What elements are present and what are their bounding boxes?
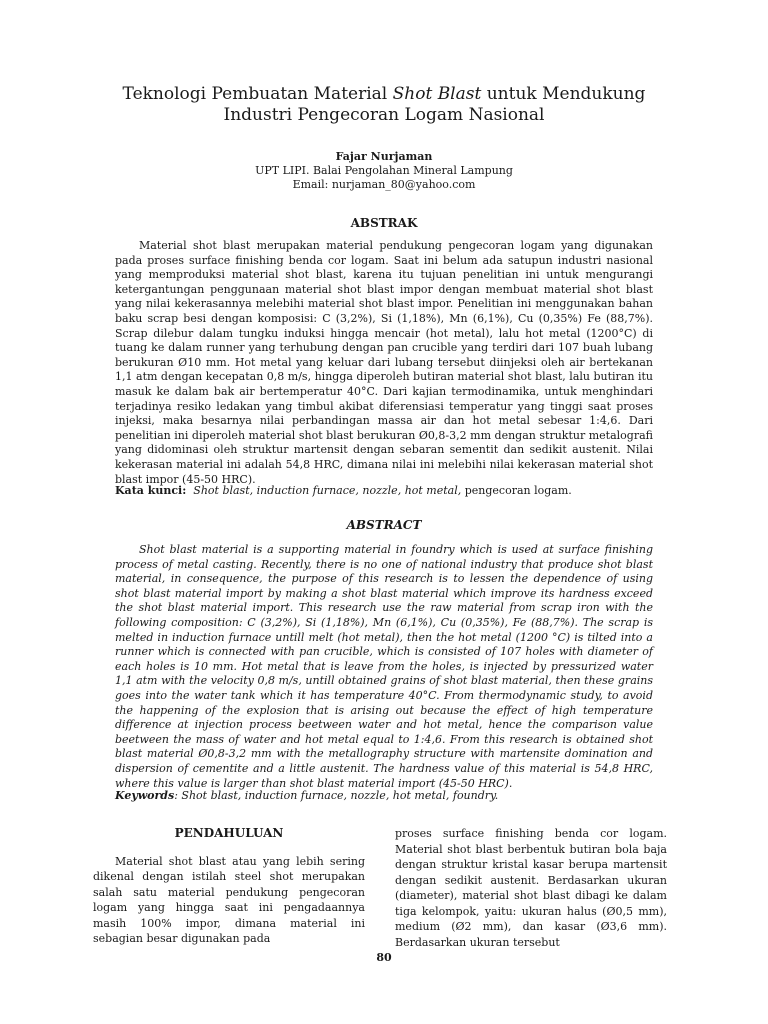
title-text-end: untuk Mendukung: [481, 84, 646, 104]
kata-kunci-plain: pengecoran logam.: [461, 484, 572, 497]
paper-title: [60, 84, 708, 126]
author-affiliation: UPT LIPI. Balai Pengolahan Mineral Lampung: [255, 164, 513, 177]
kata-kunci-italic: Shot blast, induction furnace, nozzle, hot metal,: [193, 484, 462, 497]
title-line-1: [60, 84, 708, 105]
title-italic: Shot Blast: [392, 84, 482, 104]
pendahuluan-left-text: Material shot blast atau yang lebih sering dikenal dengan istilah steel shot merupakan salah satu material pendukung pengecoran logam yang hingga saat ini pengadaannya masih 100% impor, dimana material ini sebagian besar digunakan pada: [93, 854, 365, 945]
abstract-heading: ABSTRACT: [346, 518, 422, 532]
author-email: Email: nurjaman_80@yahoo.com: [292, 178, 476, 191]
abstrak-heading: ABSTRAK: [350, 216, 418, 230]
abstract-text: Shot blast material is a supporting material in foundry which is used at surface finishing process of metal casting. Recently, there is no one of national industry that produce shot blast material, in consequence, the purpose of this research is to lessen the dependence of using shot blast material import by making a shot blast material which improve its hardness exceed the shot blast material import. This research use the raw material from scrap iron with the following composition: C (3,2%), Si (1,18%), Mn (6,1%), Cu (0,35%), Fe (88,7%). The scrap is melted in induction furnace untill melt (hot metal), then the hot metal (1200 °C) is tilted into a runner which is connected with pan crucible, which is consisted of 107 holes with diameter of each holes is 10 mm. Hot metal that is leave from the holes, is injected by pressurized water 1,1 atm with the velocity 0,8 m/s, untill obtained grains of shot blast material, then these grains goes into the water tank which it has temperature 40°C. From thermodynamic study, to avoid the happening of the explosion that is arising out because the effect of high temperature difference at injection process beetween water and hot metal, hence the comparison value beetween the mass of water and hot metal equal to 1:4,6. From this research is obtained shot blast material Ø0,8-3,2 mm with the metallography structure with martensite domination and dispersion of cementite and a little austenit. The hardness value of this material is 54,8 HRC, where this value is larger than shot blast material import (45-50 HRC).: [115, 543, 653, 790]
keywords-label: Keywords: [115, 789, 175, 802]
kata-kunci-label: Kata kunci:: [115, 484, 187, 497]
pendahuluan-right-text: proses surface finishing benda cor logam. Material shot blast berbentuk butiran bola baja dengan struktur kristal kasar berupa martensit dengan sedikit austenit. Berdasarkan ukuran (diameter), material shot blast dibagi ke dalam tiga kelompok, yaitu: ukuran halus (Ø0,5 mm), medium (Ø2 mm), dan kasar (Ø3,6 mm). Berdasarkan ukuran tersebut: [395, 827, 667, 949]
title-text: Teknologi Pembuatan Material: [122, 84, 393, 104]
author-block: [60, 150, 708, 192]
keywords-text: : Shot blast, induction furnace, nozzle, hot metal, foundry.: [174, 789, 499, 802]
pendahuluan-heading: PENDAHULUAN: [174, 826, 284, 840]
author-name: Fajar Nurjaman: [335, 150, 433, 163]
kata-kunci: [115, 484, 655, 498]
abstrak-text: Material shot blast merupakan material pendukung pengecoran logam yang digunakan pada proses surface finishing benda cor logam. Saat ini belum ada satupun industri nasional yang memproduksi material shot blast, karena itu tujuan penelitian ini untuk mengurangi ketergantungan penggunaan material shot blast impor dengan membuat material shot blast yang nilai kekerasannya melebihi material shot blast impor. Penelitian ini menggunakan bahan baku scrap besi dengan komposisi: C (3,2%), Si (1,18%), Mn (6,1%), Cu (0,35%) Fe (88,7%). Scrap dilebur dalam tungku induksi hingga mencair (hot metal), lalu hot metal (1200°C) di tuang ke dalam runner yang terhubung dengan pan crucible yang terdiri dari 107 buah lubang berukuran Ø10 mm. Hot metal yang keluar dari lubang tersebut diinjeksi oleh air bertekanan 1,1 atm dengan kecepatan 0,8 m/s, hingga diperoleh butiran material shot blast, lalu butiran itu masuk ke dalam bak air bertemperatur 40°C. Dari kajian termodinamika, untuk menghindari terjadinya resiko ledakan yang timbul akibat diferensiasi temperatur yang tinggi saat proses injeksi, maka besarnya nilai perbandingan massa air dan hot metal sebesar 1:4,6. Dari penelitian ini diperoleh material shot blast berukuran Ø0,8-3,2 mm dengan struktur metalografi yang didominasi oleh struktur martensit dengan sebaran sementit dan sedikit austenit. Nilai kekerasan material ini adalah 54,8 HRC, dimana nilai ini melebihi nilai kekerasan material shot blast impor (45-50 HRC).: [115, 239, 653, 486]
keywords: [115, 789, 655, 803]
column-left: [93, 826, 365, 947]
page-number: 80: [376, 951, 392, 964]
title-line-2: Industri Pengecoran Logam Nasional: [223, 105, 545, 125]
column-right: [395, 826, 667, 950]
